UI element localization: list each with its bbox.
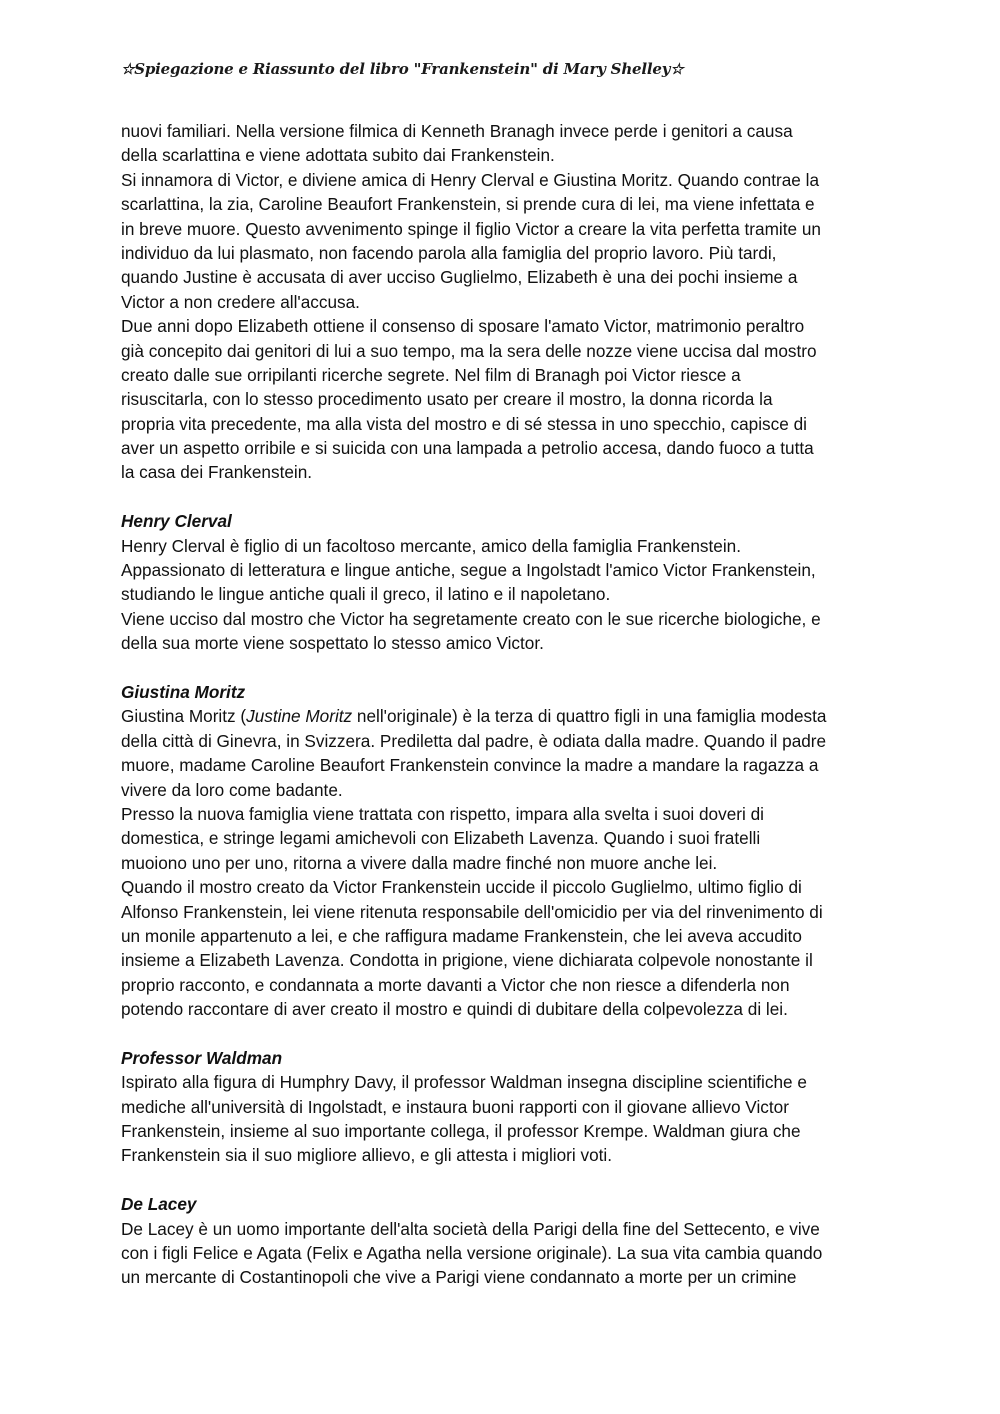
- text-line: della scarlattina e viene adottata subito dai Frankenstein.: [121, 145, 555, 166]
- text-line: Frankenstein, insieme al suo importante collega, il professor Krempe. Waldman giura che: [121, 1121, 801, 1142]
- section-heading: De Lacey: [121, 1194, 197, 1215]
- paragraph-spacer: [121, 485, 891, 509]
- text-line: Quando il mostro creato da Victor Frankenstein uccide il piccolo Guglielmo, ultimo figlio di: [121, 877, 802, 898]
- text-line: individuo da lui plasmato, non facendo parola alla famiglia del proprio lavoro. Più tardi,: [121, 242, 777, 263]
- text-line: insieme a Elizabeth Lavenza. Condotta in prigione, viene dichiarata colpevole nonostante il: [121, 950, 813, 971]
- text-line: propria vita precedente, ma alla vista del mostro e di sé stessa in uno specchio, capisce di: [121, 413, 807, 434]
- text-line: domestica, e stringe legami amichevoli con Elizabeth Lavenza. Quando i suoi fratelli: [121, 828, 761, 849]
- text-line: Ispirato alla figura di Humphry Davy, il professor Waldman insegna discipline scientifiche e: [121, 1072, 807, 1093]
- text-line: [121, 704, 891, 728]
- text-line: Si innamora di Victor, e diviene amica di Henry Clerval e Giustina Moritz. Quando contrae la: [121, 169, 820, 190]
- paragraph-spacer: [121, 1021, 891, 1045]
- text-line: risuscitarla, con lo stesso procedimento usato per creare il mostro, la donna ricorda la: [121, 389, 773, 410]
- text-line: scarlattina, la zia, Caroline Beaufort Frankenstein, si prende cura di lei, ma viene infettata e: [121, 194, 815, 215]
- paragraph-elizabeth-continued: [121, 119, 891, 485]
- text-line: muore, madame Caroline Beaufort Frankenstein convince la madre a mandare la ragazza a: [121, 755, 819, 776]
- text-line: nuovi familiari. Nella versione filmica di Kenneth Branagh invece perde i genitori a causa: [121, 121, 793, 141]
- text-line: creato dalle sue orripilanti ricerche segrete. Nel film di Branagh poi Victor riesce a: [121, 364, 741, 385]
- text-line: studiando le lingue antiche quali il greco, il latino e il napoletano.: [121, 584, 611, 605]
- text-line: potendo raccontare di aver creato il mostro e quindi di dubitare della colpevolezza di lei.: [121, 999, 788, 1020]
- text-line: De Lacey è un uomo importante dell'alta società della Parigi della fine del Settecento, e vive: [121, 1218, 820, 1239]
- text-line: la casa dei Frankenstein.: [121, 462, 313, 483]
- text-line: della città di Ginevra, in Svizzera. Prediletta dal padre, è odiata dalla madre. Quando il padre: [121, 730, 827, 751]
- text-run: nell'originale) è la terza di quattro figli in una famiglia modesta: [352, 706, 827, 727]
- text-line: Frankenstein sia il suo migliore allievo, e gli attesta i migliori voti.: [121, 1145, 613, 1166]
- section-heading: Professor Waldman: [121, 1047, 283, 1068]
- paragraph-spacer: [121, 1168, 891, 1192]
- text-line: vivere da loro come badante.: [121, 779, 343, 800]
- section-heading: Henry Clerval: [121, 511, 232, 532]
- section-henry-clerval: [121, 509, 891, 655]
- text-line: Due anni dopo Elizabeth ottiene il consenso di sposare l'amato Victor, matrimonio peraltro: [121, 316, 805, 337]
- text-line: Presso la nuova famiglia viene trattata con rispetto, impara alla svelta i suoi doveri di: [121, 803, 764, 824]
- section-heading: Giustina Moritz: [121, 681, 246, 702]
- page-header-title: ☆Spiegazione e Riassunto del libro "Frankenstein" di Mary Shelley☆: [121, 60, 684, 78]
- text-line: Alfonso Frankenstein, lei viene ritenuta responsabile dell'omicidio per via del rinvenimento di: [121, 901, 823, 922]
- document-body: [121, 119, 891, 1290]
- text-line: della sua morte viene sospettato lo stesso amico Victor.: [121, 633, 544, 654]
- text-line: mediche all'università di Ingolstadt, e instaura buoni rapporti con il giovane allievo Victor: [121, 1096, 789, 1117]
- text-line: muoiono uno per uno, ritorna a vivere dalla madre finché non muore anche lei.: [121, 852, 718, 873]
- text-line: proprio racconto, e condannata a morte davanti a Victor che non riesce a difenderla non: [121, 974, 790, 995]
- text-run: Giustina Moritz (: [121, 706, 247, 727]
- text-line: Viene ucciso dal mostro che Victor ha segretamente creato con le sue ricerche biologiche, e: [121, 608, 821, 629]
- text-line: in breve muore. Questo avvenimento spinge il figlio Victor a creare la vita perfetta tramite un: [121, 218, 821, 239]
- paragraph-spacer: [121, 656, 891, 680]
- text-line: Victor a non credere all'accusa.: [121, 291, 360, 312]
- section-professor-waldman: [121, 1046, 891, 1168]
- text-line: già concepito dai genitori di lui a suo tempo, ma la sera delle nozze viene uccisa dal mostro: [121, 340, 817, 361]
- section-giustina-moritz: [121, 680, 891, 1021]
- italic-text-run: Justine Moritz: [246, 706, 353, 727]
- text-line: un mercante di Costantinopoli che vive a Parigi viene condannato a morte per un crimine: [121, 1267, 797, 1288]
- text-line: un monile appartenuto a lei, e che raffigura madame Frankenstein, che lei aveva accudito: [121, 925, 802, 946]
- text-line: Appassionato di letteratura e lingue antiche, segue a Ingolstadt l'amico Victor Frankenstein,: [121, 560, 816, 581]
- section-de-lacey: [121, 1192, 891, 1290]
- text-line: aver un aspetto orribile e si suicida con una lampada a petrolio accesa, dando fuoco a tutta: [121, 438, 814, 459]
- text-line: quando Justine è accusata di aver ucciso Guglielmo, Elizabeth è una dei pochi insieme a: [121, 267, 798, 288]
- text-line: con i figli Felice e Agata (Felix e Agatha nella versione originale). La sua vita cambia quando: [121, 1242, 823, 1263]
- text-line: Henry Clerval è figlio di un facoltoso mercante, amico della famiglia Frankenstein.: [121, 535, 741, 556]
